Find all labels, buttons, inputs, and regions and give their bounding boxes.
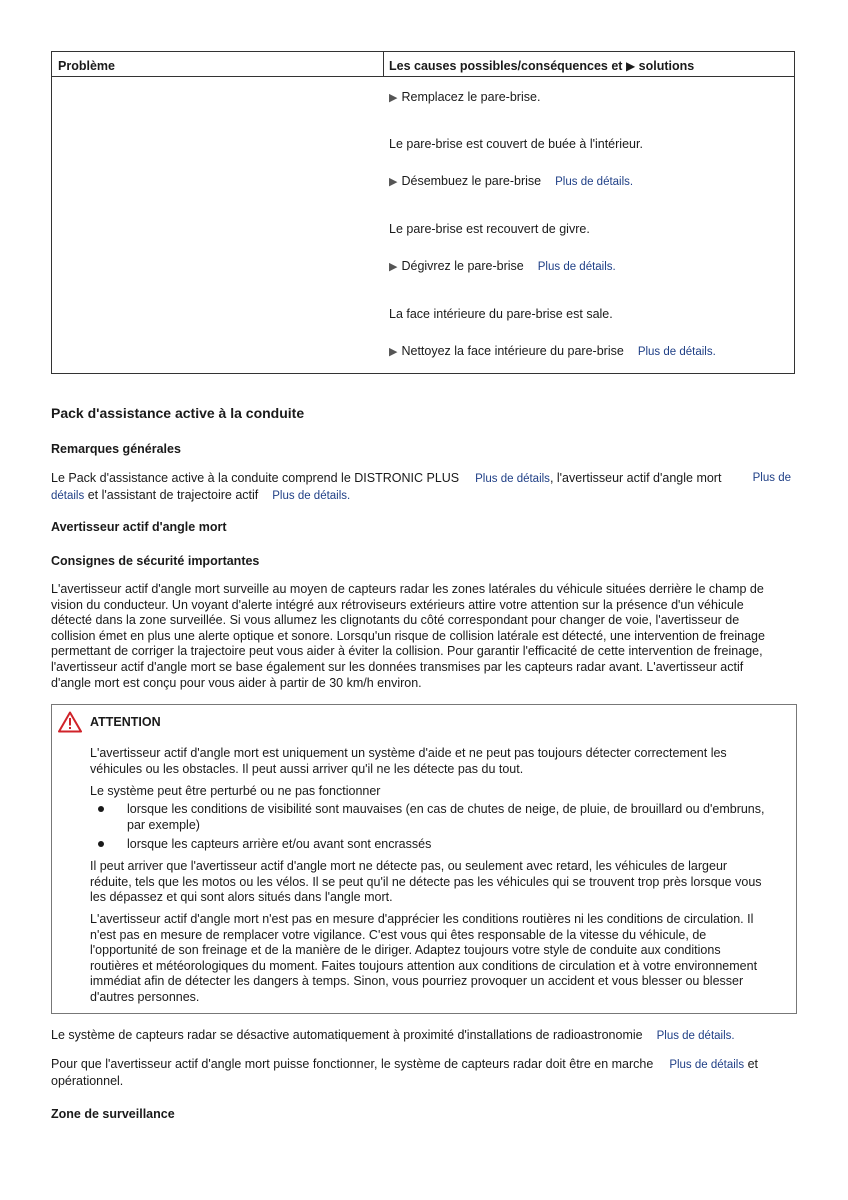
attention-paragraph-1: L'avertisseur actif d'angle mort est uniquement un système d'aide et ne peut pas toujours détecter correctement les véhicules ou les obstacles. Il peut aussi arriver qu'il ne les détecte pas du tout. xyxy=(90,746,727,776)
details-link[interactable]: Plus de xyxy=(752,472,791,484)
details-link[interactable]: détails xyxy=(51,489,85,502)
solution-row: ▶ Dégivrez le pare-brise Plus de détails. xyxy=(389,259,616,273)
details-link[interactable]: Plus de détails xyxy=(669,1059,745,1071)
operation-paragraph: Pour que l'avertisseur actif d'angle mort puisse fonctionner, le système de capteurs radar doit être en marche Plus de détails et opérationnel. xyxy=(51,1057,759,1088)
troubleshooting-table xyxy=(51,51,795,374)
details-link[interactable]: Plus de détails. xyxy=(272,489,351,502)
general-remarks-heading: Remarques générales xyxy=(51,442,181,456)
details-link[interactable]: Plus de détails. xyxy=(555,176,634,188)
header-causes: Les causes possibles/conséquences et ▶ solutions xyxy=(389,59,695,73)
triangle-right-icon: ▶ xyxy=(389,176,398,188)
table-header xyxy=(52,52,794,77)
zone-heading: Zone de surveillance xyxy=(51,1107,175,1121)
details-link[interactable]: Plus de détails xyxy=(475,473,550,485)
triangle-right-icon: ▶ xyxy=(389,261,398,273)
bullet-icon xyxy=(98,806,104,812)
attention-paragraph-4: L'avertisseur actif d'angle mort n'est pas en mesure d'apprécier les conditions routières ni les conditions de circulation. Il n'est pas en mesure de remplacer votre vigilance. C'est vous qui êtes responsable de la vitesse du véhicule, de l'opportunité de son freinage et de la manière de le diriger. Adaptez toujours votre style de conduite aux conditions routières et météorologiques du moment. Faites toujours attention aux conditions de circulation et à votre environnement immédiat afin de détecter les dangers à temps. Sinon, vous pourriez provoquer un accident et vous blesser ou blesser d'autres personnes. xyxy=(90,912,758,1004)
header-problem: Problème xyxy=(58,59,115,73)
bullet-icon xyxy=(98,841,104,847)
details-link[interactable]: Plus de détails. xyxy=(537,261,616,273)
radar-paragraph: Le système de capteurs radar se désactive automatiquement à proximité d'installations de radioastronomie Plus de détails. xyxy=(51,1028,735,1042)
safety-heading: Consignes de sécurité importantes xyxy=(51,554,260,568)
attention-paragraph-3: Il peut arriver que l'avertisseur actif d'angle mort ne détecte pas, ou seulement avec retard, les véhicules de largeur réduite, tels que les motos ou les vélos. Il se peut qu'il ne détecte pas les véhicules qui se trouvent trop près lorsque vous les dépassez et qui sont alors situés dans l'angle mort. xyxy=(90,859,762,905)
details-link[interactable]: Plus de détails. xyxy=(656,1030,735,1042)
section-title: Pack d'assistance active à la conduite xyxy=(51,405,305,421)
triangle-right-icon: ▶ xyxy=(389,92,398,104)
attention-title: ATTENTION xyxy=(90,715,161,729)
general-remarks-paragraph: Le Pack d'assistance active à la conduite comprend le DISTRONIC PLUS Plus de détails, l'avertisseur actif d'angle mort Plus de détails et l'assistant de trajectoire actif Plus de détails. xyxy=(51,471,791,502)
attention-bullet-2: lorsque les capteurs arrière et/ou avant sont encrassés xyxy=(127,837,432,851)
cause-row: La face intérieure du pare-brise est sale. xyxy=(389,307,613,321)
attention-bullet-1: lorsque les conditions de visibilité sont mauvaises (en cas de chutes de neige, de pluie, de brouillard ou d'embruns, par exemple) xyxy=(127,802,765,832)
safety-paragraph: L'avertisseur actif d'angle mort surveille au moyen de capteurs radar les zones latérales du véhicule situées derrière le champ de vision du conducteur. Un voyant d'alerte intégré aux rétroviseurs extérieurs attire votre attention sur la présence d'un véhicule détecté dans la zone surveillée. Si vous allumez les clignotants du côté correspondant pour changer de voie, l'avertisseur de collision émet en plus une alerte optique et sonore. Lorsqu'un risque de collision latérale est détecté, une intervention de freinage permettant de corriger la trajectoire peut vous aider à éviter la collision. Pour garantir l'efficacité de cette intervention de freinage, l'avertisseur actif d'angle mort se base également sur les données transmises par les capteurs radar avant. L'avertisseur actif d'angle mort est conçu pour vous aider à partir de 30 km/h environ. xyxy=(51,582,765,690)
warning-triangle-icon xyxy=(58,711,82,733)
solution-row: ▶ Remplacez le pare-brise. xyxy=(389,90,541,104)
details-link[interactable]: Plus de détails. xyxy=(637,346,716,358)
cause-row: Le pare-brise est couvert de buée à l'intérieur. xyxy=(389,137,643,151)
cause-row: Le pare-brise est recouvert de givre. xyxy=(389,222,590,236)
solution-row: ▶ Désembuez le pare-brise Plus de détails. xyxy=(389,174,634,188)
solution-row: ▶ Nettoyez la face intérieure du pare-brise Plus de détails. xyxy=(389,344,716,358)
triangle-right-icon: ▶ xyxy=(389,346,398,358)
column-divider xyxy=(383,52,384,77)
attention-box xyxy=(51,704,797,1014)
blind-spot-heading: Avertisseur actif d'angle mort xyxy=(51,520,227,534)
triangle-right-icon: ▶ xyxy=(625,59,636,73)
attention-paragraph-2: Le système peut être perturbé ou ne pas fonctionner xyxy=(90,784,381,798)
